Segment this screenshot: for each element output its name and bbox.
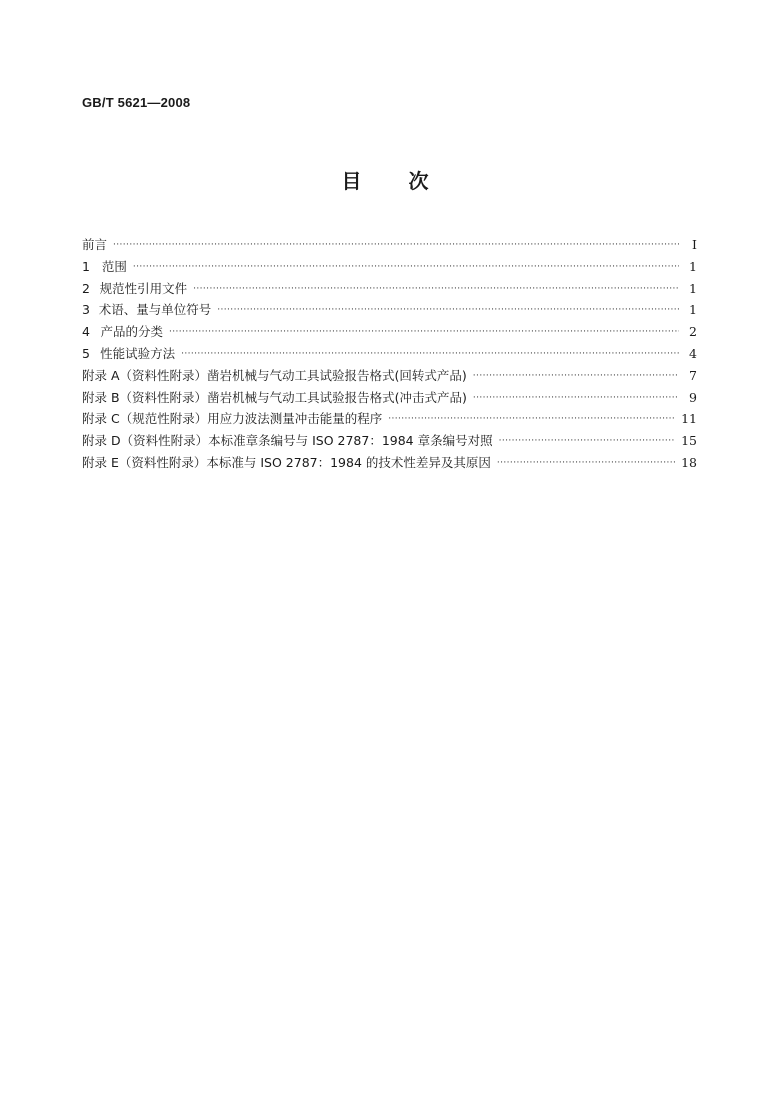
toc-leader-dots (473, 366, 679, 388)
toc-leader-dots (193, 279, 679, 301)
toc-entry-number: 1 (82, 258, 90, 274)
toc-leader-dots (497, 453, 675, 475)
toc-entry-foreword[interactable] (82, 234, 697, 256)
toc-entry-page: 1 (689, 280, 697, 296)
toc-leader-dots (181, 344, 679, 366)
toc-entry-text: 范围 (101, 258, 127, 274)
toc-entry-page: 7 (689, 367, 697, 383)
toc-entry-text: 本标准章条编号与 ISO 2787：1984 章条编号对照 (208, 433, 493, 449)
toc-entry-annex-c[interactable] (82, 408, 697, 430)
toc-entry-text: 术语、量与单位符号 (98, 302, 212, 318)
toc-leader-dots (217, 300, 679, 322)
toc-entry-clause-1[interactable] (82, 256, 697, 278)
toc-entry-annex-d[interactable] (82, 430, 697, 452)
toc-leader-dots (133, 257, 679, 279)
toc-entry-number: 5 (82, 345, 90, 361)
toc-entry-text: 前言 (82, 237, 108, 252)
toc-entry-number: 4 (82, 324, 90, 340)
toc-entry-text: 产品的分类 (100, 324, 164, 340)
toc-annex-label: 附录 A（资料性附录） (82, 367, 208, 383)
toc-entry-number: 3 (82, 302, 90, 318)
toc-entry-clause-5[interactable] (82, 343, 697, 365)
page-title-char-1: 目 (341, 169, 362, 193)
toc-leader-dots (113, 235, 679, 257)
toc-entry-page: 4 (689, 345, 697, 361)
toc-entry-text: 凿岩机械与气动工具试验报告格式(冲击式产品) (207, 389, 467, 405)
toc-annex-label: 附录 B（资料性附录） (82, 389, 208, 405)
toc-leader-dots (169, 322, 679, 344)
page-title-char-2: 次 (408, 169, 429, 193)
toc-entry-page: 1 (689, 258, 697, 274)
toc-entry-text: 凿岩机械与气动工具试验报告格式(回转式产品) (207, 367, 467, 383)
toc-entry-text: 规范性引用文件 (99, 280, 188, 296)
toc-entry-clause-4[interactable] (82, 321, 697, 343)
toc-entry-page: 15 (681, 433, 697, 449)
toc-entry-page: 1 (689, 302, 697, 318)
toc-entry-annex-b[interactable] (82, 387, 697, 409)
table-of-contents (82, 234, 697, 474)
toc-entry-text: 用应力波法测量冲击能量的程序 (207, 411, 383, 427)
standard-number: GB/T 5621—2008 (82, 95, 191, 110)
toc-entry-annex-e[interactable] (82, 452, 697, 474)
toc-entry-clause-3[interactable] (82, 299, 697, 321)
toc-entry-annex-a[interactable] (82, 365, 697, 387)
toc-entry-clause-2[interactable] (82, 278, 697, 300)
toc-entry-text: 性能试验方法 (100, 345, 176, 361)
toc-entry-page: 2 (689, 324, 697, 340)
toc-entry-page: I (692, 237, 697, 252)
toc-leader-dots (473, 388, 679, 410)
toc-entry-number: 2 (82, 280, 90, 296)
toc-entry-text: 本标准与 ISO 2787：1984 的技术性差异及其原因 (206, 454, 491, 470)
page-title (0, 168, 770, 194)
toc-annex-label: 附录 D（资料性附录） (82, 433, 209, 449)
toc-entry-page: 9 (689, 389, 697, 405)
toc-annex-label: 附录 E（资料性附录） (82, 454, 207, 470)
toc-entry-page: 11 (681, 411, 697, 427)
toc-entry-page: 18 (681, 454, 697, 470)
toc-annex-label: 附录 C（规范性附录） (82, 411, 208, 427)
toc-leader-dots (499, 431, 675, 453)
toc-leader-dots (388, 409, 675, 431)
